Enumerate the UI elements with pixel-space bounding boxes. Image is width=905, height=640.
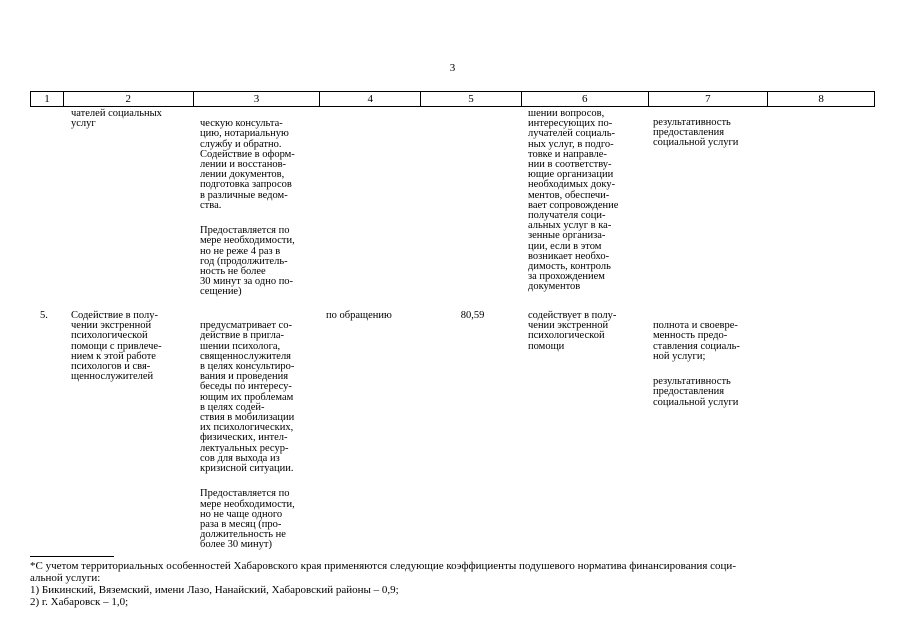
row5-col2: Содействие в полу- чении экстренной психологической помощи с привлече- нием к этой работе психологов и свя- щеннослужителей [71,310,162,383]
header-col-5: 5 [421,92,522,106]
page-number: 3 [449,62,456,74]
footnote-note: *С учетом территориальных особенностей Хабаровского края применяются следующие коэффициенты подушевого норматива финансирования соци- альной услуги: [30,560,736,584]
header-col-7: 7 [649,92,769,106]
continued-row-col2: чателей социальных услуг [71,108,162,130]
header-col-4: 4 [320,92,421,106]
footnote [30,560,880,608]
row5-col7-para-1: полнота и своевре- менность предо- ставления социаль- ной услуги; [653,320,740,362]
header-col-2: 2 [64,92,194,106]
header-col-1: 1 [31,92,64,106]
row5-col7 [653,311,765,423]
row5-col4: по обращению [326,310,392,321]
footnote-separator [30,556,114,557]
row5-number: 5. [40,310,48,321]
continued-row-col3-para-2: Предоставляется по мере необходимости, но не реже 4 раз в год (продолжитель- ность не более 30 минут за одно по- сещение) [200,225,295,298]
header-col-3: 3 [194,92,321,106]
footnote-item-1: 1) Бикинский, Вяземский, имени Лазо, Нанайский, Хабаровский районы – 0,9; [30,584,399,596]
continued-row-col6: шении вопросов, интересующих по- лучателей социаль- ных услуг, в подго- товке и направле- нии в соответству- ющие организации необходимых доку- ментов, обеспечи- вает сопровождение получателя соци- альных услуг в ка- зенные организа- ции, если в этом возникает необхо- димость, контроль за прохождением документов [528,108,619,293]
header-col-6: 6 [522,92,649,106]
row5-col3-para-2: Предоставляется по мере необходимости, но не чаще одного раза в месяц (про- должительность не более 30 минут) [200,488,295,551]
row5-col3 [200,311,322,566]
row5-col5: 80,59 [460,310,485,321]
row5-col3-para-1: предусматривает со- действие в пригла- шении психолога, священнослужителя в целях консультиро- вания и проведения беседы по интересу- ющим их проблемам в целях содей- ствия в мобилизации их психологических, физических, интел- лектуальных ресур- сов для выхода из кризисной ситуации. [200,320,295,475]
continued-row-col7: результативность предоставления социальной услуги [653,117,739,149]
row5-col7-para-2: результативность предоставления социальной услуги [653,376,739,408]
header-col-8: 8 [818,93,824,105]
row5-col6: содействует в полу- чении экстренной психологической помощи [528,310,617,352]
continued-row-col3 [200,109,322,313]
table-header-row [30,91,875,107]
continued-row-col3-para-1: ческую консульта- цию, нотариальную службу и обратно. Содействие в оформ- лении и восстанов- лении документов, подготовка запросов в различные ведом- ства. [200,118,295,211]
footnote-item-2: 2) г. Хабаровск – 1,0; [30,596,129,608]
